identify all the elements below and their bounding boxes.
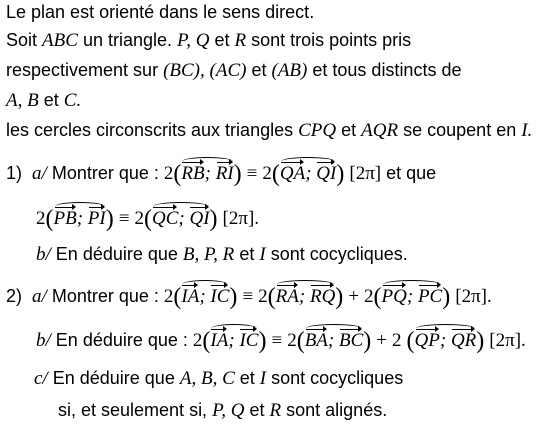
paren: )	[335, 284, 344, 310]
vector: QP	[414, 330, 440, 351]
oriented-angle: IA; IC	[210, 325, 258, 353]
vector: QA	[279, 163, 306, 184]
paren: )	[105, 206, 114, 232]
intro-line-3	[6, 58, 461, 83]
paren: )	[336, 161, 345, 187]
paren: (	[296, 328, 305, 354]
text: sont alignés.	[286, 400, 388, 420]
equiv-symbol: ≡	[242, 286, 254, 307]
text: et	[341, 120, 357, 140]
text: sont cocycliques.	[270, 244, 408, 264]
math: R	[234, 30, 247, 51]
q1-a-line	[6, 158, 436, 186]
vector: QI	[316, 163, 337, 184]
q1-b-line	[36, 242, 408, 267]
modulo: [2π].	[489, 330, 526, 351]
paren: )	[229, 284, 238, 310]
math: AQR	[361, 120, 399, 141]
q2-c-line	[34, 366, 403, 391]
text: et	[43, 90, 59, 110]
math: (BC), (AC)	[163, 60, 247, 81]
math: ABC	[42, 30, 78, 51]
math: P, Q	[177, 30, 210, 51]
vector: RQ	[309, 286, 336, 307]
paren: (	[143, 206, 152, 232]
text: se coupent en	[403, 120, 517, 140]
oriented-angle: PQ; PC	[382, 281, 443, 309]
oriented-angle: BA; BC	[305, 325, 364, 353]
plus-symbol: +	[376, 330, 387, 351]
intro-line-4	[6, 88, 81, 113]
oriented-angle: RA; RQ	[276, 281, 336, 309]
vector: QI	[189, 208, 210, 229]
text: En déduire que :	[55, 330, 188, 350]
subquestion-label: b/	[36, 244, 51, 265]
text: et	[251, 60, 267, 80]
vector: QR	[450, 330, 477, 351]
subquestion-label: c/	[34, 368, 48, 389]
vector: IA	[181, 286, 200, 307]
text: En déduire que	[55, 244, 178, 264]
paren: (	[45, 206, 54, 232]
paren: (	[173, 284, 182, 310]
modulo: [2π].	[222, 208, 260, 229]
vector: PQ	[381, 286, 407, 307]
vector: RI	[215, 163, 234, 184]
vector: PC	[417, 286, 443, 307]
paren: )	[233, 161, 242, 187]
equiv-symbol: ≡	[271, 330, 283, 351]
vector: IC	[210, 286, 230, 307]
vector: QC	[151, 208, 179, 229]
paren: (	[373, 284, 382, 310]
math: I	[259, 368, 267, 389]
question-number: 2)	[6, 286, 23, 306]
text: et	[214, 30, 230, 50]
text: sont cocycliques	[271, 368, 404, 388]
subquestion-label: b/	[36, 330, 51, 351]
coefficient: 2	[36, 208, 46, 229]
math: C.	[63, 90, 82, 111]
math: CPQ	[298, 120, 337, 141]
math: (AB)	[271, 60, 308, 81]
math: I	[259, 244, 266, 265]
vector: BC	[338, 330, 364, 351]
text: respectivement sur	[6, 60, 159, 80]
text: les cercles circonscrits aux triangles	[6, 120, 294, 140]
coefficient: 2	[134, 208, 144, 229]
plus-symbol: +	[348, 286, 360, 307]
paren: )	[209, 206, 218, 232]
paren: (	[202, 328, 211, 354]
text: Montrer que :	[51, 163, 159, 183]
text: En déduire que	[52, 368, 175, 388]
text: Montrer que :	[51, 286, 159, 306]
coefficient: 2	[192, 330, 203, 351]
coefficient: 2	[163, 163, 174, 184]
paren: )	[363, 328, 372, 354]
intro-text: Le plan est orienté dans le sens direct.	[6, 2, 315, 22]
text: et tous distincts de	[312, 60, 462, 80]
text: sont trois points pris	[251, 30, 412, 50]
intro-line-5	[6, 118, 532, 143]
oriented-angle: RB; RI	[181, 158, 233, 186]
modulo: [2π].	[455, 286, 492, 307]
vector: PI	[87, 208, 106, 229]
paren: (	[173, 161, 182, 187]
coefficient: 2	[392, 330, 402, 351]
coefficient: 2	[287, 330, 297, 351]
coefficient: 2	[262, 163, 272, 184]
vector: PB	[53, 208, 77, 229]
coefficient: 2	[163, 286, 174, 307]
text: Soit	[6, 30, 38, 50]
text: et que	[386, 163, 437, 183]
q1-a-line-2	[36, 203, 259, 231]
oriented-angle: PB; PI	[54, 203, 106, 231]
text: et	[239, 368, 255, 388]
text: et	[249, 400, 265, 420]
vector: IA	[210, 330, 229, 351]
paren: )	[442, 284, 451, 310]
math: R	[269, 400, 282, 421]
oriented-angle: QA; QI	[280, 158, 336, 186]
paren: (	[271, 161, 280, 187]
subquestion-label: a/	[32, 286, 47, 307]
text: et	[239, 244, 255, 264]
coefficient: 2	[258, 286, 268, 307]
text: un triangle.	[82, 30, 173, 50]
paren: (	[406, 328, 415, 354]
modulo: [2π]	[349, 163, 382, 184]
equiv-symbol: ≡	[118, 208, 130, 229]
coefficient: 2	[364, 286, 374, 307]
vector: RA	[275, 286, 299, 307]
text: si, et seulement si,	[58, 400, 208, 420]
math: B, P, R	[182, 244, 235, 265]
equiv-symbol: ≡	[246, 163, 258, 184]
oriented-angle: QC; QI	[152, 203, 210, 231]
vector: BA	[304, 330, 328, 351]
intro-line-2	[6, 28, 411, 53]
math: A, B, C	[179, 368, 235, 389]
paren: (	[267, 284, 276, 310]
paren: )	[476, 328, 485, 354]
intro-line-1	[6, 0, 314, 24]
vector: RB	[181, 163, 205, 184]
oriented-angle: IA; IC	[181, 281, 229, 309]
oriented-angle: QP; QR	[415, 325, 477, 353]
subquestion-label: a/	[32, 163, 47, 184]
q2-b-line	[36, 325, 526, 353]
math: P, Q	[212, 400, 245, 421]
paren: )	[258, 328, 267, 354]
math: A, B	[6, 90, 39, 111]
math: I.	[521, 120, 533, 141]
q2-a-line	[6, 281, 492, 309]
vector: IC	[239, 330, 259, 351]
q2-c-line-2	[58, 398, 387, 423]
question-number: 1)	[6, 163, 23, 183]
